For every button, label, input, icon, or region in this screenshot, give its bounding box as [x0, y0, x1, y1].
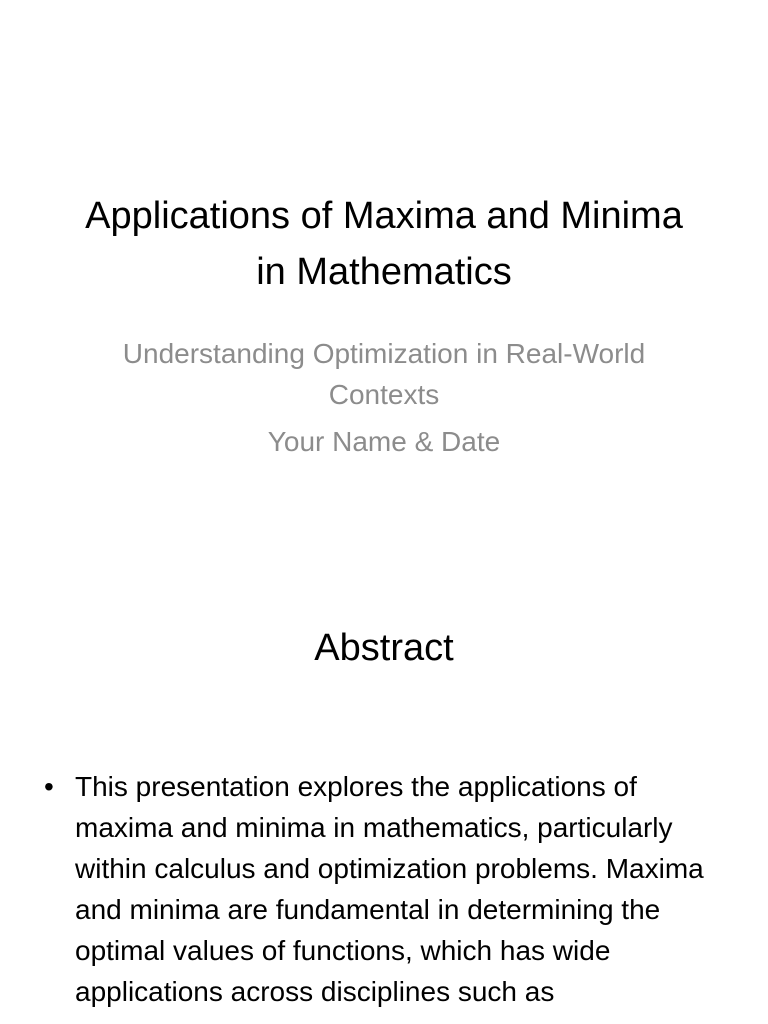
presentation-title: Applications of Maxima and Minima in Mathematics [85, 195, 683, 293]
author-date-line: Your Name & Date [267, 426, 501, 457]
bullet-text: This presentation explores the applications of maxima and minima in mathematics, particularly within calculus and optimization problems. Maxima and minima are fundamental in determining the optimal values of functions, which has wide applications across disciplines such as [75, 771, 704, 1007]
bullet-list [40, 766, 720, 1012]
presentation-subtitle: Understanding Optimization in Real-World Contexts [122, 338, 646, 410]
bullet-item [40, 766, 720, 1012]
abstract-slide [0, 576, 768, 1024]
bullet-icon: • [44, 771, 54, 802]
abstract-heading: Abstract [314, 627, 454, 669]
subtitle-block [104, 333, 664, 462]
